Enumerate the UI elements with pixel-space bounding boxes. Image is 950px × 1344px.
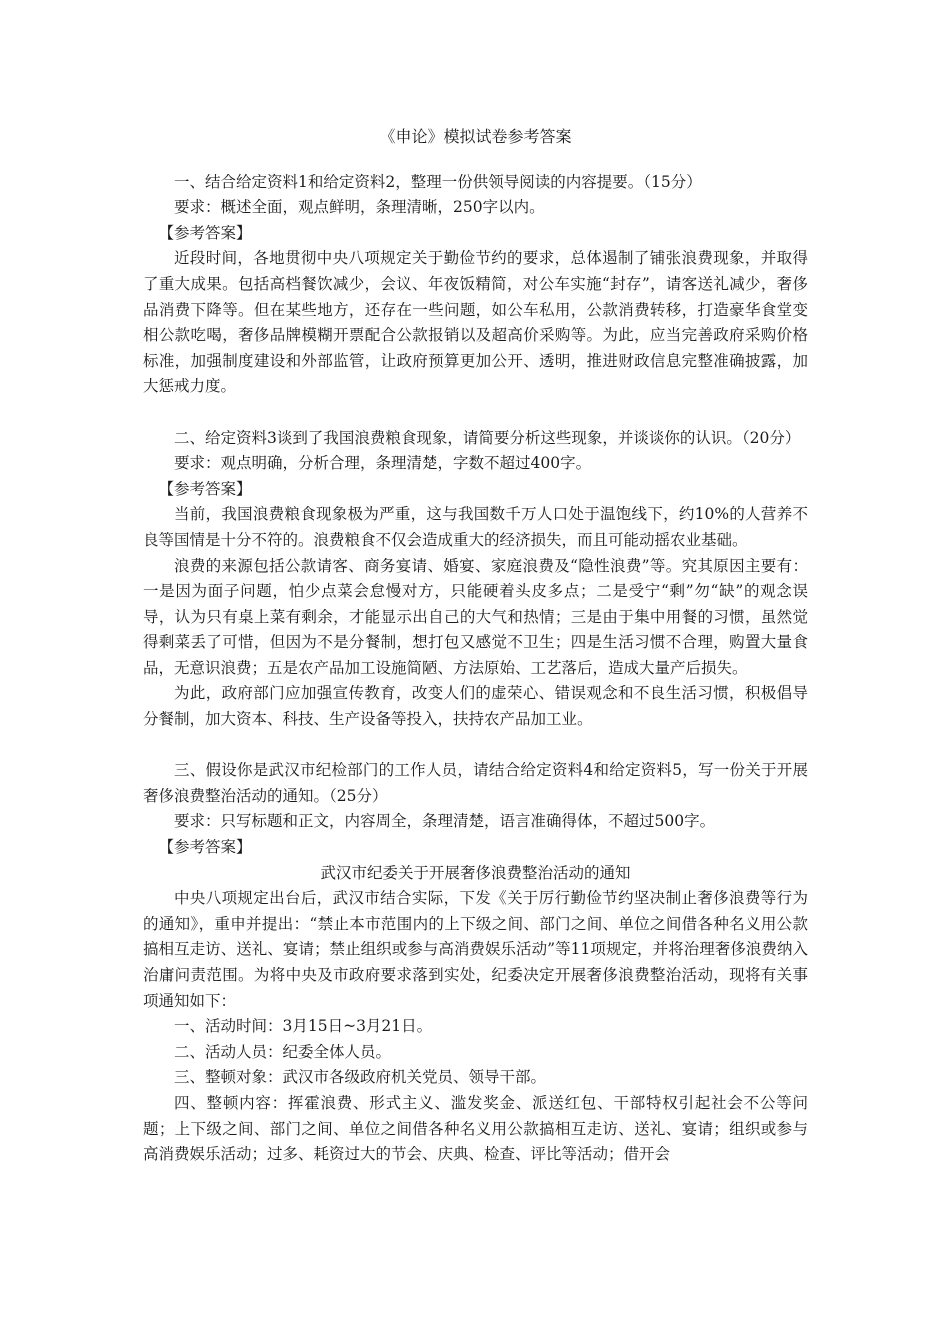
question-2-answer-paragraph: 浪费的来源包括公款请客、商务宴请、婚宴、家庭浪费及“隐性浪费”等。究其原因主要有：一是因为面子问题，怕少点菜会怠慢对方，只能硬着头皮多点；二是受宁“剩”勿“缺”的观念误导，认为只有桌上菜有剩余，才能显示出自己的大气和热情；三是由于集中用餐的习惯，虽然觉得剩菜丢了可惜，但因为不是分餐制，想打包又感觉不卫生；四是生活习惯不合理，购置大量食品，无意识浪费；五是农产品加工设施简陋、方法原始、工艺落后，造成大量产后损失。 xyxy=(143,556,808,677)
question-1: 一、结合给定资料1和给定资料2，整理一份供领导阅读的内容提要。（15分） xyxy=(174,172,702,191)
notice-intro: 中央八项规定出台后，武汉市结合实际，下发《关于厉行勤俭节约坚决制止奢侈浪费等行为的通知》，重申并提出：“禁止本市范围内的上下级之间、部门之间、单位之间借各种名义用公款搞相互走访、送礼、宴请；禁止组织或参与高消费娱乐活动”等11项规定，并将治理奢侈浪费纳入治庸问责范围。为将中央及市政府要求落到实处，纪委决定开展奢侈浪费整治活动，现将有关事项通知如下： xyxy=(143,889,808,1010)
question-3-requirement: 要求：只写标题和正文，内容周全，条理清楚，语言准确得体，不超过500字。 xyxy=(174,812,716,831)
notice-title: 武汉市纪委关于开展奢侈浪费整治活动的通知 xyxy=(320,863,631,882)
document-body xyxy=(143,124,808,1168)
question-2-requirement: 要求：观点明确，分析合理，条理清楚，字数不超过400字。 xyxy=(174,454,592,473)
notice-item: 三、整顿对象：武汉市各级政府机关党员、领导干部。 xyxy=(174,1068,547,1087)
document-title: 《申论》模拟试卷参考答案 xyxy=(379,127,572,146)
question-3-answer-label: 【参考答案】 xyxy=(158,838,252,857)
question-2-answer-paragraph: 为此，政府部门应加强宣传教育，改变人们的虚荣心、错误观念和不良生活习惯，积极倡导分餐制，加大资本、科技、生产设备等投入，扶持农产品加工业。 xyxy=(143,684,808,729)
question-2-answer-paragraph: 当前，我国浪费粮食现象极为严重，这与我国数千万人口处于温饱线下，约10%的人营养不良等国情是十分不符的。浪费粮食不仅会造成重大的经济损失，而且可能动摇农业基础。 xyxy=(143,505,808,549)
question-2: 二、给定资料3谈到了我国浪费粮食现象，请简要分析这些现象，并谈谈你的认识。（20分） xyxy=(174,428,801,447)
question-1-answer-label: 【参考答案】 xyxy=(158,223,252,242)
question-1-requirement: 要求：概述全面，观点鲜明，条理清晰，250字以内。 xyxy=(174,198,545,217)
notice-item: 四、整顿内容：挥霍浪费、形式主义、滥发奖金、派送红包、干部特权引起社会不公等问题；上下级之间、部门之间、单位之间借各种名义用公款搞相互走访、送礼、宴请；组织或参与高消费娱乐活动；过多、耗资过大的节会、庆典、检查、评比等活动；借开会 xyxy=(143,1093,808,1164)
section-gap xyxy=(143,733,808,759)
question-1-answer: 近段时间，各地贯彻中央八项规定关于勤俭节约的要求，总体遏制了铺张浪费现象，并取得了重大成果。包括高档餐饮减少，会议、年夜饭精简，对公车实施“封存”，请客送礼减少，奢侈品消费下降等。但在某些地方，还存在一些问题，如公车私用，公款消费转移，打造豪华食堂变相公款吃喝，奢侈品牌模糊开票配合公款报销以及超高价采购等。为此，应当完善政府采购价格标准，加强制度建设和外部监管，让政府预算更加公开、透明，推进财政信息完整准确披露，加大惩戒力度。 xyxy=(143,249,808,396)
notice-item: 二、活动人员：纪委全体人员。 xyxy=(174,1042,392,1061)
question-2-answer-label: 【参考答案】 xyxy=(158,479,252,498)
question-3: 三、假设你是武汉市纪检部门的工作人员，请结合给定资料4和给定资料5，写一份关于开展奢侈浪费整治活动的通知。（25分） xyxy=(143,761,808,805)
section-gap xyxy=(143,400,808,426)
notice-item: 一、活动时间：3月15日~3月21日。 xyxy=(174,1017,433,1036)
